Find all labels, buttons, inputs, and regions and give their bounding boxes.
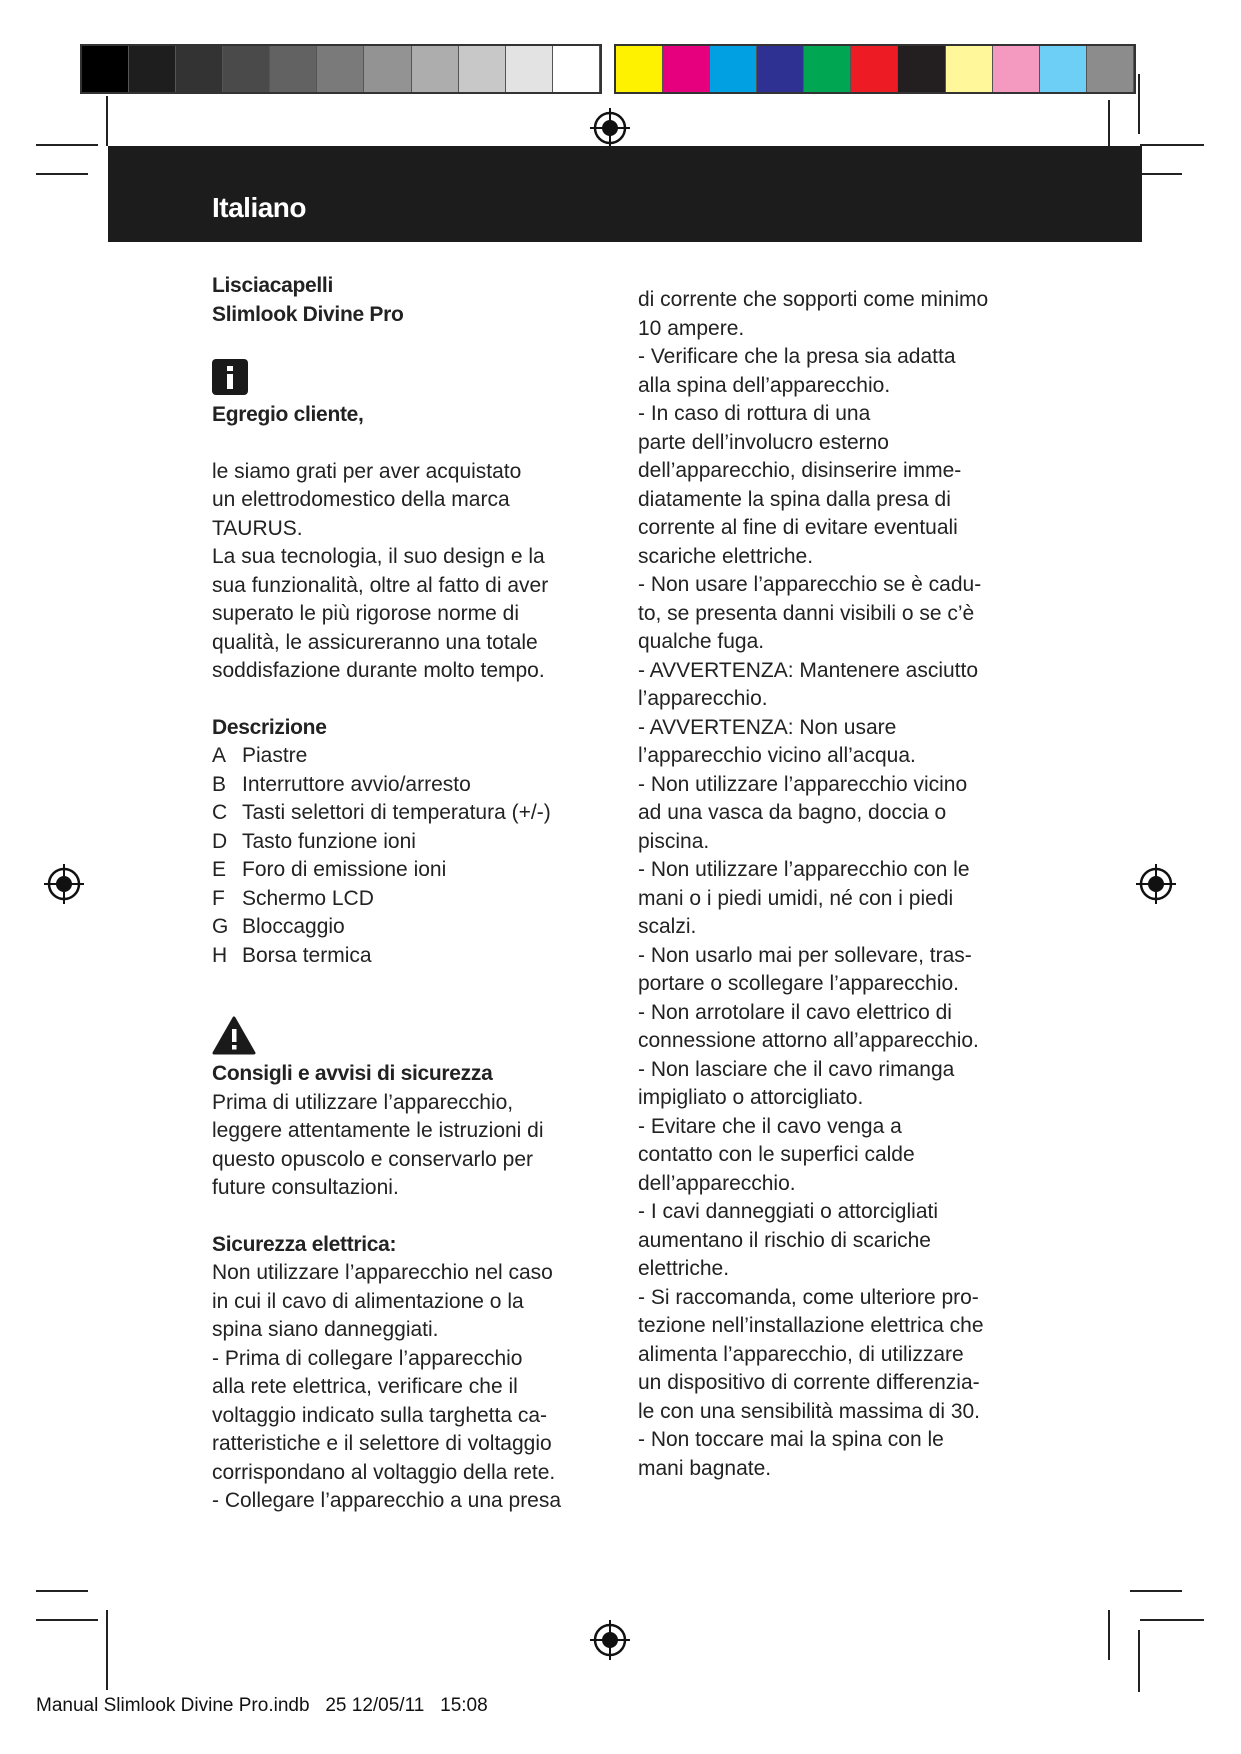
text-line: diatamente la spina dalla presa di (638, 487, 951, 511)
crop-mark (36, 144, 98, 146)
text-line: - Non arrotolare il cavo elettrico di (638, 1000, 952, 1024)
text-line: - Non usare l’apparecchio se è cadu- (638, 573, 982, 596)
text-line: superato le più rigorose norme di (212, 602, 520, 625)
color-swatch (412, 46, 459, 92)
part-key: B (212, 772, 227, 796)
text-line: un dispositivo di corrente differenzia- (638, 1371, 980, 1394)
text-line: - Non toccare mai la spina con le (638, 1428, 944, 1451)
text-line: l’apparecchio vicino all’acqua. (638, 744, 916, 767)
text-line: - Non usarlo mai per sollevare, tras- (638, 943, 972, 967)
text-line: alla rete elettrica, verificare che il (212, 1375, 518, 1398)
right-column (638, 286, 1058, 1483)
crop-mark (1108, 1610, 1110, 1660)
text-line: - Non utilizzare l’apparecchio con le (638, 858, 970, 881)
text-line: corrispondano al voltaggio della rete. (212, 1460, 556, 1484)
text-line: - Verificare che la presa sia adatta (638, 345, 956, 368)
part-item (212, 913, 612, 942)
text-line: ratteristiche e il selettore di voltaggio (212, 1432, 552, 1455)
part-item (212, 828, 612, 857)
text-line: voltaggio indicato sulla targhetta ca- (212, 1403, 548, 1427)
crop-mark (36, 173, 88, 175)
text-line: Non utilizzare l’apparecchio nel caso (212, 1261, 553, 1284)
color-swatch (993, 46, 1040, 92)
text-line: alla spina dell’apparecchio. (638, 373, 891, 397)
color-swatch (506, 46, 553, 92)
part-key: H (212, 943, 228, 967)
text-line: corrente al fine di evitare eventuali (638, 516, 958, 539)
text-line: un elettrodomestico della marca (212, 488, 510, 511)
product-type: Lisciacapelli (212, 274, 334, 297)
text-line: mani o i piedi umidi, né con i piedi (638, 886, 954, 910)
color-swatch (1087, 46, 1134, 92)
crop-mark (106, 96, 108, 146)
color-swatch (710, 46, 757, 92)
text-line: dell’apparecchio. (638, 1171, 796, 1195)
text-line: future consultazioni. (212, 1176, 399, 1199)
warning-icon (212, 1016, 256, 1056)
color-swatch (82, 46, 129, 92)
part-key: A (212, 744, 227, 767)
text-line: spina siano danneggiati. (212, 1318, 439, 1341)
color-swatch (898, 46, 945, 92)
text-line: - I cavi danneggiati o attorcigliati (638, 1200, 938, 1223)
part-label: Foro di emissione ioni (242, 858, 447, 881)
left-column (212, 272, 612, 1516)
part-key: C (212, 801, 228, 824)
part-label: Borsa termica (242, 943, 372, 967)
text-line: alimenta l’apparecchio, di utilizzare (638, 1342, 964, 1366)
text-line: - Non lasciare che il cavo rimanga (638, 1057, 955, 1081)
text-line: contatto con le superfici calde (638, 1143, 915, 1166)
color-swatch (223, 46, 270, 92)
text-line: qualità, le assicureranno una totale (212, 630, 538, 654)
language-title: Italiano (212, 192, 307, 223)
color-swatch (663, 46, 710, 92)
text-line: tezione nell’installazione elettrica che (638, 1314, 984, 1337)
crop-mark (1140, 1619, 1204, 1621)
text-line: scalzi. (638, 915, 697, 938)
text-line: Prima di utilizzare l’apparecchio, (212, 1090, 514, 1114)
text-line: di corrente che sopporti come minimo (638, 288, 989, 311)
text-line: parte dell’involucro esterno (638, 430, 889, 454)
text-line: questo opuscolo e conservarlo per (212, 1147, 534, 1171)
text-line: leggere attentamente le istruzioni di (212, 1119, 544, 1142)
crop-mark (36, 1619, 98, 1621)
text-line: - AVVERTENZA: Mantenere asciutto (638, 658, 979, 682)
text-line: TAURUS. (212, 516, 303, 540)
text-line: aumentano il rischio di scariche (638, 1228, 931, 1252)
color-swatch (317, 46, 364, 92)
part-key: E (212, 858, 227, 881)
color-swatch (270, 46, 317, 92)
color-swatch (851, 46, 898, 92)
text-line: elettriche. (638, 1257, 730, 1280)
part-key: G (212, 915, 229, 938)
text-line: - Si raccomanda, come ulteriore pro- (638, 1285, 979, 1309)
color-swatch (1040, 46, 1087, 92)
part-item (212, 799, 612, 828)
part-item (212, 885, 612, 914)
text-line: le siamo grati per aver acquistato (212, 459, 522, 483)
color-swatch (129, 46, 176, 92)
crop-mark (1138, 1630, 1140, 1692)
text-line: to, se presenta danni visibili o se c’è (638, 601, 975, 625)
text-line: piscina. (638, 829, 710, 853)
registration-mark-icon (42, 862, 86, 906)
text-line: scariche elettriche. (638, 544, 814, 568)
electrical-heading: Sicurezza elettrica: (212, 1232, 397, 1256)
text-line: soddisfazione durante molto tempo. (212, 659, 545, 682)
print-slug: Manual Slimlook Divine Pro.indb 25 12/05/11 15:08 (36, 1695, 488, 1716)
safety-heading: Consigli e avvisi di sicurezza (212, 1062, 493, 1085)
text-line: - Non utilizzare l’apparecchio vicino (638, 772, 968, 796)
crop-mark (1138, 74, 1140, 134)
color-swatch (459, 46, 506, 92)
greeting: Egregio cliente, (212, 403, 364, 426)
part-item (212, 742, 612, 771)
text-line: - Evitare che il cavo venga a (638, 1114, 902, 1138)
text-line: La sua tecnologia, il suo design e la (212, 545, 545, 568)
crop-mark (36, 1590, 88, 1592)
text-line: sua funzionalità, oltre al fatto di aver (212, 573, 549, 597)
part-item (212, 942, 612, 971)
info-icon (212, 359, 248, 395)
crop-mark (1108, 100, 1110, 152)
text-line: - Collegare l’apparecchio a una presa (212, 1489, 562, 1512)
registration-mark-icon (588, 106, 632, 150)
registration-mark-icon (588, 1618, 632, 1662)
product-name: Slimlook Divine Pro (212, 302, 404, 326)
color-calibration-bar (614, 44, 1136, 94)
text-line: - In caso di rottura di una (638, 402, 871, 425)
part-key: F (212, 886, 225, 910)
crop-mark (1130, 1590, 1182, 1592)
crop-mark (1140, 144, 1204, 146)
text-line: - Prima di collegare l’apparecchio (212, 1346, 523, 1370)
part-item (212, 771, 612, 800)
text-line: l’apparecchio. (638, 687, 768, 710)
part-label: Bloccaggio (242, 915, 345, 938)
color-swatch (176, 46, 223, 92)
color-swatch (804, 46, 851, 92)
electrical-paragraph (212, 1259, 612, 1516)
part-key: D (212, 829, 228, 853)
part-item (212, 856, 612, 885)
color-swatch (553, 46, 600, 92)
parts-list (212, 742, 612, 970)
crop-mark (106, 1610, 108, 1690)
text-line: le con una sensibilità massima di 30. (638, 1399, 981, 1423)
color-swatch (616, 46, 663, 92)
text-line: dell’apparecchio, disinserire imme- (638, 459, 962, 482)
color-swatch (946, 46, 993, 92)
part-label: Interruttore avvio/arresto (242, 772, 471, 796)
text-line: mani bagnate. (638, 1456, 772, 1480)
part-label: Schermo LCD (242, 886, 374, 910)
text-line: in cui il cavo di alimentazione o la (212, 1289, 524, 1313)
text-line: portare o scollegare l’apparecchio. (638, 972, 960, 995)
text-line: impigliato o attorcigliato. (638, 1086, 864, 1109)
part-label: Tasto funzione ioni (242, 829, 416, 853)
intro-paragraph (212, 458, 612, 686)
text-line: connessione attorno all’apparecchio. (638, 1029, 979, 1052)
grayscale-calibration-bar (80, 44, 602, 94)
text-line: 10 ampere. (638, 316, 745, 340)
text-line: ad una vasca da bagno, doccia o (638, 801, 947, 824)
text-line: - AVVERTENZA: Non usare (638, 715, 897, 739)
description-heading: Descrizione (212, 715, 327, 739)
part-label: Tasti selettori di temperatura (+/-) (242, 801, 551, 824)
color-swatch (364, 46, 411, 92)
safety-paragraph (212, 1089, 612, 1203)
text-line: qualche fuga. (638, 630, 765, 653)
registration-mark-icon (1134, 862, 1178, 906)
part-label: Piastre (242, 744, 308, 767)
color-swatch (757, 46, 804, 92)
